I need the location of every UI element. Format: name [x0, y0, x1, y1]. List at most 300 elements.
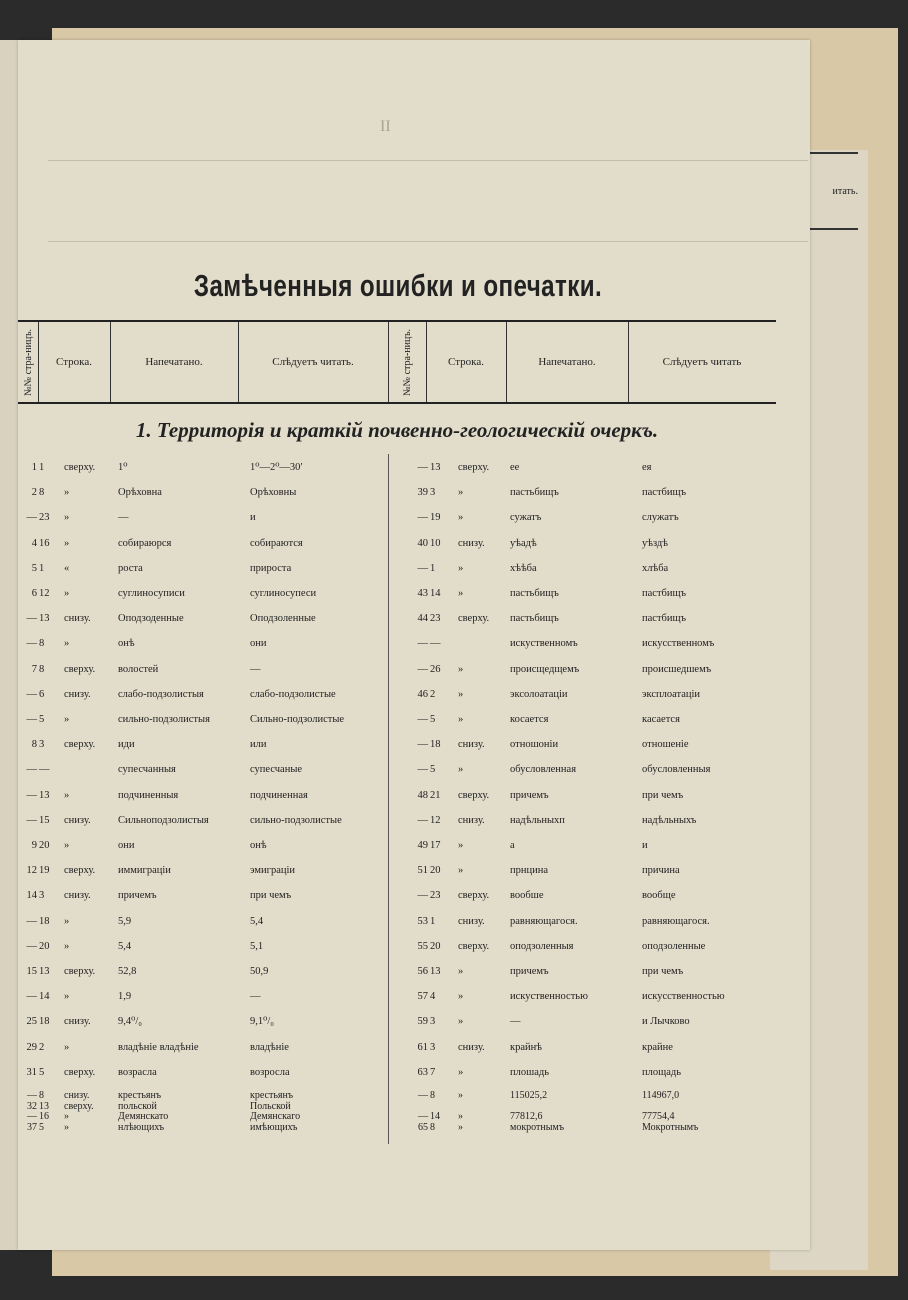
cell-direction: сверху. [64, 966, 96, 977]
cell-correct: Оподзоленные [250, 613, 316, 625]
cell-page-2: 59 [417, 1016, 428, 1028]
cell-line-2: 21 [430, 789, 441, 801]
cell-correct: собираются [250, 537, 303, 549]
cell-direction-2: » [458, 663, 464, 675]
cell-page: 6 [31, 588, 37, 599]
table-row [18, 685, 808, 705]
cell-page-2: — [417, 663, 428, 675]
cell-page: 15 [26, 966, 37, 977]
cell-correct: 1⁰—2⁰—30′ [250, 462, 303, 473]
cell-line-2: 1 [430, 915, 436, 927]
cell-printed: собираюрся [118, 537, 172, 549]
cell-printed-2: искуственномъ [510, 638, 578, 650]
table-row [18, 760, 808, 780]
table-row [18, 534, 808, 554]
cell-correct: они [250, 638, 267, 650]
cell-page-2: — [417, 764, 428, 776]
cell-direction: снизу. [64, 688, 91, 700]
cell-correct: Польской [250, 1100, 291, 1112]
cell-direction: снизу. [64, 890, 91, 902]
cell-correct-2: уѣздѣ [642, 537, 668, 549]
cell-line-2: 3 [430, 1041, 436, 1053]
cell-direction-2: » [458, 562, 464, 574]
cell-page: 37 [27, 1121, 37, 1133]
cell-correct-2: при чемъ [642, 966, 684, 977]
cell-printed: крестьянъ [118, 1090, 162, 1101]
cell-printed-2: мокротнымъ [510, 1121, 564, 1133]
cell-direction: снизу. [64, 1090, 90, 1101]
cell-line: 18 [39, 915, 50, 927]
cell-correct: владѣніе [250, 1041, 289, 1053]
cell-printed: суглиносуписи [118, 588, 185, 599]
cell-direction-2: сверху. [458, 613, 490, 625]
cell-direction: « [64, 562, 70, 574]
cell-correct-2: хлѣба [642, 562, 669, 574]
cell-printed: волостей [118, 663, 159, 675]
cell-printed-2: причемъ [510, 966, 549, 977]
cell-direction-2: » [458, 588, 464, 599]
table-row [18, 584, 808, 604]
table-row [18, 786, 808, 806]
cell-correct: 50,9 [250, 966, 269, 977]
cell-correct: крестьянъ [250, 1090, 294, 1101]
cell-correct-2: пастбищъ [642, 613, 687, 625]
cell-correct-2: эксплоатаціи [642, 688, 701, 700]
cell-line-2: 5 [430, 764, 436, 776]
cell-page-2: 43 [417, 588, 428, 599]
cell-printed-2: а [510, 840, 515, 851]
cell-printed: — [118, 512, 129, 524]
cell-printed: Оподзоденные [118, 613, 184, 625]
cell-line-2: 20 [430, 940, 441, 952]
cell-correct: — [250, 663, 261, 675]
cell-printed: возрасла [118, 1066, 157, 1078]
table-row [18, 937, 808, 957]
cell-page: — [26, 714, 37, 725]
cell-correct-2: пастбищъ [642, 588, 687, 599]
cell-correct: — [250, 991, 261, 1003]
cell-line-2: 12 [430, 814, 441, 826]
cell-direction-2: » [458, 1111, 463, 1122]
cell-page-2: 57 [417, 991, 428, 1003]
cell-line: 8 [39, 1090, 44, 1101]
cell-printed: 1⁰ [118, 462, 128, 473]
cell-page-2: 51 [417, 865, 428, 877]
cell-printed: 1,9 [118, 991, 132, 1003]
cell-correct-2: искусственностью [642, 991, 725, 1003]
cell-direction-2: сверху. [458, 462, 490, 473]
cell-direction-2: » [458, 1016, 464, 1028]
cell-direction: » [64, 789, 70, 801]
cell-correct-2: и Лычково [642, 1016, 690, 1028]
cell-correct: возросла [250, 1066, 290, 1078]
header-line-col: Строка. [56, 356, 92, 368]
cell-page-2: — [417, 890, 428, 902]
cell-line-2: 26 [430, 663, 441, 675]
header-printed-col: Напечатано. [145, 356, 203, 368]
cell-line-2: 4 [430, 991, 436, 1003]
cell-correct: онѣ [250, 840, 267, 851]
cell-page-2: 56 [417, 966, 428, 977]
cell-line: 13 [39, 966, 50, 977]
cell-correct-2: крайне [642, 1041, 673, 1053]
cell-direction-2: » [458, 991, 464, 1003]
header-read-col: Слѣдуетъ читать. [272, 356, 354, 368]
cell-correct-2: надѣльныхъ [642, 814, 697, 826]
cell-direction-2: » [458, 512, 464, 524]
cell-correct-2: оподзоленные [642, 940, 706, 952]
cell-line: 6 [39, 688, 45, 700]
cell-printed-2: хѣѣба [510, 562, 537, 574]
cell-line: 3 [39, 739, 45, 751]
cell-page: 9 [31, 840, 37, 851]
cell-correct-2: отношеніе [642, 739, 689, 751]
cell-line: 1 [39, 562, 45, 574]
cell-page: 7 [31, 663, 37, 675]
cell-direction-2: сверху. [458, 789, 490, 801]
page-title: Замѣченныя ошибки и опечатки. [193, 268, 603, 303]
cell-printed: владѣніе владѣніе [118, 1041, 199, 1053]
cell-direction-2: снизу. [458, 1041, 485, 1053]
cell-page: 25 [26, 1016, 37, 1028]
table-row-compressed [18, 1122, 808, 1134]
cell-page-2: — [417, 814, 428, 826]
cell-printed-2: — [510, 1016, 521, 1028]
cell-line-2: 2 [430, 688, 436, 700]
cell-correct-2: 114967,0 [642, 1090, 680, 1101]
cell-printed: сильно-подзолистыя [118, 714, 210, 725]
cell-direction: сверху. [64, 1066, 96, 1078]
cell-line: 18 [39, 1016, 50, 1028]
cell-page-2: 53 [417, 915, 428, 927]
table-row [18, 710, 808, 730]
cell-correct-2: касается [642, 714, 680, 725]
cell-direction: » [64, 487, 70, 499]
cell-direction-2: » [458, 1066, 464, 1078]
cell-direction: » [64, 840, 70, 851]
cell-direction-2: » [458, 1090, 463, 1101]
cell-correct: при чемъ [250, 890, 292, 902]
cell-printed-2: 115025,2 [510, 1090, 548, 1101]
cell-correct-2: вообще [642, 890, 676, 902]
cell-page: — [27, 1111, 37, 1122]
cell-printed-2: происщедщемъ [510, 663, 580, 675]
cell-page: — [26, 814, 37, 826]
cell-correct: 9,1⁰/₀ [250, 1016, 274, 1028]
cell-direction: сверху. [64, 462, 96, 473]
cell-page: 31 [26, 1066, 37, 1078]
cell-printed: роста [118, 562, 143, 574]
cell-printed-2: причемъ [510, 789, 549, 801]
table-row [18, 559, 808, 579]
cell-line: 14 [39, 991, 50, 1003]
cell-correct-2: 77754,4 [642, 1111, 675, 1122]
cell-correct: супесчаные [250, 764, 303, 776]
cell-printed-2: оподзоленныя [510, 940, 574, 952]
cell-line-2: 23 [430, 890, 441, 902]
cell-direction-2: » [458, 714, 464, 725]
cell-page: 8 [31, 739, 37, 751]
cell-printed: 5,9 [118, 915, 132, 927]
table-row [18, 1038, 808, 1058]
table-row [18, 962, 808, 982]
header-page-col-2: №№ стра-ницъ. [401, 328, 413, 396]
cell-line-2: 17 [430, 840, 441, 851]
table-row [18, 886, 808, 906]
cell-line-2: 5 [430, 714, 436, 725]
cell-line: 1 [39, 462, 45, 473]
cell-line-2: 13 [430, 462, 441, 473]
cell-page: 12 [26, 865, 37, 877]
cell-printed: 5,4 [118, 940, 132, 952]
cell-line-2: 23 [430, 613, 441, 625]
cell-line: 8 [39, 487, 45, 499]
cell-direction-2: снизу. [458, 739, 485, 751]
cell-page: 14 [26, 890, 37, 902]
cell-printed: подчиненныя [118, 789, 179, 801]
cell-direction-2: » [458, 966, 464, 977]
cell-line-2: 3 [430, 1016, 436, 1028]
cell-printed-2: обусловленная [510, 764, 577, 776]
cell-line: 5 [39, 714, 45, 725]
cell-correct-2: искусственномъ [642, 638, 715, 650]
cell-page: 4 [31, 537, 37, 549]
cell-page-2: — [417, 638, 428, 650]
cell-direction: » [64, 537, 70, 549]
cell-printed: супесчанныя [118, 764, 176, 776]
cell-direction: » [64, 714, 70, 725]
cell-correct: Демянскаго [250, 1111, 301, 1122]
cell-printed: они [118, 840, 135, 851]
cell-correct-2: при чемъ [642, 789, 684, 801]
table-row [18, 634, 808, 654]
cell-line: 3 [39, 890, 45, 902]
cell-page-2: — [418, 1111, 428, 1122]
cell-line-2: 8 [430, 1121, 435, 1133]
cell-page: — [26, 764, 37, 776]
cell-page: 1 [31, 462, 37, 473]
cell-direction: » [64, 940, 70, 952]
header-page-col: №№ стра-ницъ. [22, 328, 34, 396]
cell-page: — [26, 789, 37, 801]
cell-printed-2: отношоніи [510, 739, 559, 751]
errata-page [18, 40, 810, 1250]
cell-printed: Орѣховна [118, 487, 162, 499]
cell-printed: польской [118, 1100, 157, 1112]
cell-printed-2: 77812,6 [510, 1111, 543, 1122]
table-row [18, 811, 808, 831]
table-row [18, 912, 808, 932]
table-row [18, 735, 808, 755]
cell-correct: сильно-подзолистые [250, 814, 342, 826]
cell-direction: » [64, 915, 70, 927]
cell-correct-2: площадь [642, 1066, 681, 1078]
table-row [18, 861, 808, 881]
cell-correct: подчиненная [250, 789, 308, 801]
cell-direction: сверху. [64, 865, 96, 877]
cell-direction-2: » [458, 764, 464, 776]
header-read-col-2: Слѣдуетъ читать [662, 356, 742, 368]
cell-page-2: — [417, 739, 428, 751]
cell-printed: 9,4⁰/₀ [118, 1016, 142, 1028]
cell-printed-2: искуственностью [510, 991, 588, 1003]
cell-direction: снизу. [64, 1016, 91, 1028]
cell-correct-2: обусловленныя [642, 764, 711, 776]
cell-line: 13 [39, 1100, 49, 1112]
cell-direction: снизу. [64, 613, 91, 625]
cell-line: 20 [39, 940, 50, 952]
cell-printed: нлѣющихъ [118, 1121, 165, 1133]
cell-correct-2: пастбищъ [642, 487, 687, 499]
cell-direction-2: снизу. [458, 814, 485, 826]
cell-printed: Сильноподзолистыя [118, 814, 209, 826]
cell-correct: и [250, 512, 256, 524]
right-page-header: итать. [790, 152, 858, 230]
cell-page: — [26, 991, 37, 1003]
cell-line: 12 [39, 588, 50, 599]
cell-line: 13 [39, 613, 50, 625]
cell-correct-2: и [642, 840, 648, 851]
cell-page: — [26, 688, 37, 700]
table-row [18, 483, 808, 503]
header-line-col-2: Строка. [448, 356, 484, 368]
cell-line: 5 [39, 1066, 45, 1078]
table-row [18, 609, 808, 629]
cell-line: 5 [39, 1121, 44, 1133]
cell-printed-2: плошадь [510, 1066, 549, 1078]
cell-correct-2: равняющагося. [642, 915, 710, 927]
table-row [18, 1012, 808, 1032]
table-row [18, 458, 808, 478]
header-printed-col-2: Напечатано. [538, 356, 596, 368]
cell-direction: » [64, 588, 70, 599]
cell-line: 16 [39, 1111, 49, 1122]
table-row [18, 660, 808, 680]
cell-page: — [27, 1090, 37, 1101]
cell-direction: сверху. [64, 739, 96, 751]
cell-line-2: 10 [430, 537, 441, 549]
cell-printed: иди [118, 739, 135, 751]
cell-page: 5 [31, 562, 37, 574]
cell-page-2: 61 [417, 1041, 428, 1053]
cell-direction: » [64, 1111, 69, 1122]
cell-direction: » [64, 1121, 69, 1133]
cell-line: 19 [39, 865, 50, 877]
cell-line: 13 [39, 789, 50, 801]
cell-printed-2: вообше [510, 890, 544, 902]
cell-line: 15 [39, 814, 50, 826]
table-row [18, 836, 808, 856]
cell-line: 8 [39, 663, 45, 675]
cell-line: 8 [39, 638, 45, 650]
cell-direction: » [64, 512, 70, 524]
cell-printed-2: надѣльныхп [510, 814, 565, 826]
cell-correct-2: происшедшемъ [642, 663, 712, 675]
cell-page-2: 63 [417, 1066, 428, 1078]
cell-page-2: — [417, 512, 428, 524]
cell-correct: 5,4 [250, 915, 264, 927]
cell-correct-2: служатъ [642, 512, 679, 524]
cell-printed-2: косается [510, 714, 549, 725]
cell-correct: слабо-подзолистые [250, 688, 336, 700]
cell-line-2: 7 [430, 1066, 436, 1078]
cell-line-2: 19 [430, 512, 441, 524]
cell-correct: суглиносупеси [250, 588, 317, 599]
cell-printed: Демянскато [118, 1111, 169, 1122]
cell-printed: причемъ [118, 890, 157, 902]
cell-line-2: 14 [430, 588, 441, 599]
cell-printed: онѣ [118, 638, 135, 650]
cell-printed: слабо-подзолистыя [118, 688, 204, 700]
cell-direction-2: » [458, 688, 464, 700]
cell-printed-2: пастьбищъ [510, 613, 559, 625]
cell-direction: » [64, 1041, 70, 1053]
cell-line-2: 18 [430, 739, 441, 751]
cell-direction-2: » [458, 840, 464, 851]
cell-page-2: — [417, 562, 428, 574]
cell-direction-2: » [458, 487, 464, 499]
cell-page: — [26, 613, 37, 625]
cell-direction-2: сверху. [458, 940, 490, 952]
table-row [18, 508, 808, 528]
cell-correct: эмиграціи [250, 865, 296, 877]
cell-page: — [26, 638, 37, 650]
cell-printed: иммиграціи [118, 865, 171, 877]
cell-correct-2: причина [642, 865, 680, 877]
cell-printed-2: ее [510, 462, 520, 473]
cell-direction-2: снизу. [458, 537, 485, 549]
cell-printed-2: равняющагося. [510, 915, 578, 927]
cell-line-2: 1 [430, 562, 436, 574]
table-header [18, 320, 776, 404]
cell-page-2: — [418, 1090, 428, 1101]
cell-page-2: 40 [417, 537, 428, 549]
cell-direction: » [64, 991, 70, 1003]
cell-line: 2 [39, 1041, 45, 1053]
cell-printed-2: уѣадѣ [510, 537, 537, 549]
cell-correct-2: ея [642, 462, 652, 473]
cell-direction: снизу. [64, 814, 91, 826]
cell-page: — [26, 915, 37, 927]
cell-line: 23 [39, 512, 50, 524]
cell-direction: сверху. [64, 663, 96, 675]
cell-line: 20 [39, 840, 50, 851]
cell-line-2: 8 [430, 1090, 435, 1101]
cell-direction: » [64, 638, 70, 650]
cell-direction-2: снизу. [458, 915, 485, 927]
cell-page-2: — [417, 714, 428, 725]
cell-page: 2 [31, 487, 37, 499]
bleed-through-page-number: II [380, 118, 391, 135]
cell-page-2: 39 [417, 487, 428, 499]
cell-printed-2: пастьбищъ [510, 487, 559, 499]
cell-correct: прироста [250, 562, 292, 574]
cell-printed-2: прнцина [510, 865, 549, 877]
cell-direction-2: » [458, 865, 464, 877]
cell-line: 16 [39, 537, 50, 549]
cell-page-2: 65 [418, 1121, 428, 1133]
cell-correct-2: Мокротнымъ [642, 1121, 699, 1133]
cell-line-2: 13 [430, 966, 441, 977]
table-row [18, 1063, 808, 1083]
cell-direction-2: » [458, 1121, 463, 1133]
cell-line-2: 3 [430, 487, 436, 499]
cell-page-2: 49 [417, 840, 428, 851]
cell-page-2: 55 [417, 940, 428, 952]
cell-page-2: 44 [417, 613, 428, 625]
cell-line: — [39, 764, 50, 776]
cell-page-2: — [417, 462, 428, 473]
